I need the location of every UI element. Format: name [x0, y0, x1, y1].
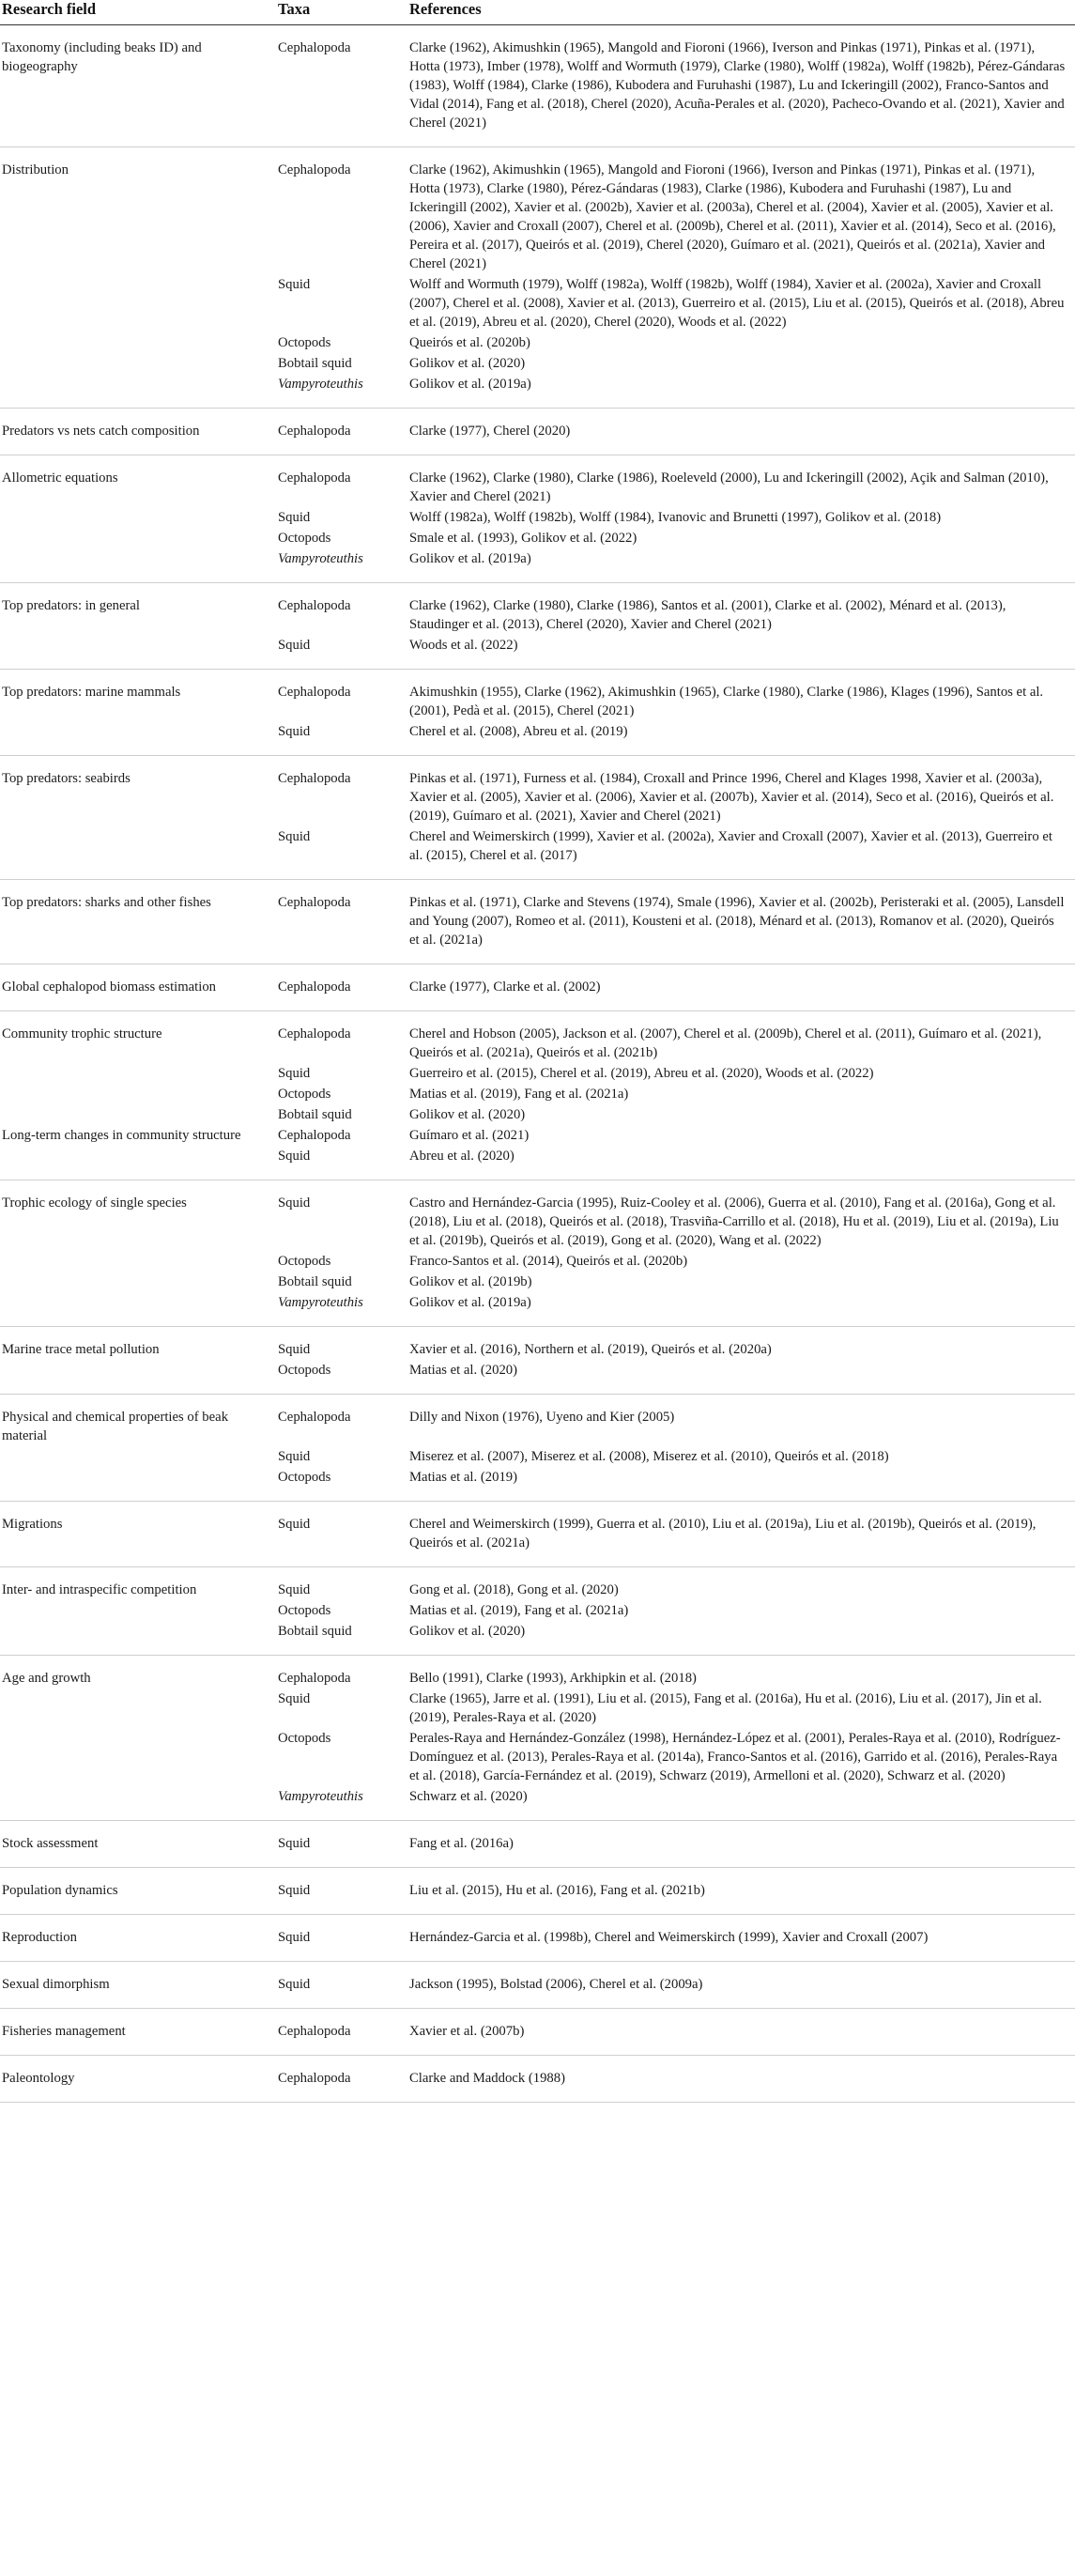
taxa-cell: Cephalopoda — [278, 1410, 351, 1425]
table-row — [0, 1011, 1075, 1063]
references-cell: Wolff (1982a), Wolff (1982b), Wolff (1984), Ivanovic and Brunetti (1997), Golikov et al. (2018) — [409, 510, 942, 525]
research-field-cell: Physical and chemical properties of beak material — [2, 1410, 229, 1443]
research-field-cell: Allometric equations — [2, 470, 118, 486]
table-row — [0, 1445, 1075, 1466]
references-cell: Matias et al. (2020) — [407, 1359, 1075, 1395]
references-cell: Clarke (1962), Clarke (1980), Clarke (1986), Roeleveld (2000), Lu and Ickeringill (2002), Açik and Salman (2010), Xavier and Cherel (2021) — [409, 470, 1049, 504]
research-field-cell — [0, 273, 276, 332]
taxa-cell: Cephalopoda — [276, 880, 407, 964]
references-cell: Clarke (1977), Cherel (2020) — [407, 409, 1075, 455]
research-field-cell — [0, 1103, 276, 1124]
taxa-cell: Cephalopoda — [278, 1671, 351, 1686]
references-cell: Perales-Raya and Hernández-González (1998), Hernández-López et al. (2001), Perales-Raya et al. (2010), Rodríguez-Domínguez et al. (2013), Perales-Raya et al. (2014a), Franco-Santos et al. (2016), Garrido et al. (2016), Perales-Raya et al. (2018), García-Fernández et al. (2019), Schwarz (2019), Armelloni et al. (2020), Schwarz et al. (2020) — [409, 1731, 1061, 1783]
taxa-cell: Cephalopoda — [276, 2056, 407, 2103]
references-cell: Dilly and Nixon (1976), Uyeno and Kier (2005) — [409, 1410, 675, 1425]
taxa-cell: Squid — [278, 1449, 311, 1464]
taxa-cell: Squid — [278, 510, 311, 525]
table-row — [0, 506, 1075, 527]
taxa-cell: Squid — [278, 1691, 311, 1706]
references-cell: Akimushkin (1955), Clarke (1962), Akimushkin (1965), Clarke (1980), Clarke (1986), Klages (1996), Santos et al. (2001), Pedà et al. (2015), Cherel (2021) — [409, 685, 1044, 718]
research-field-cell: Paleontology — [0, 2056, 276, 2103]
table-row — [0, 527, 1075, 548]
references-cell: Abreu et al. (2020) — [407, 1145, 1075, 1180]
references-cell: Wolff and Wormuth (1979), Wolff (1982a), Wolff (1982b), Wolff (1984), Xavier et al. (2002a), Xavier and Croxall (2007), Cherel et al. (2008), Xavier et al. (2013), Guerreiro et al. (2015), Liu et al. (2015), Queirós et al. (2018), Abreu et al. (2019), Abreu et al. (2020), Cherel (2020), Woods et al. (2022) — [409, 277, 1065, 330]
research-field-cell: Top predators: marine mammals — [2, 685, 181, 700]
taxa-cell: Vampyroteuthis — [276, 1785, 407, 1821]
references-cell: Pinkas et al. (1971), Clarke and Stevens (1974), Smale (1996), Xavier et al. (2002b), Peristeraki et al. (2005), Lansdell and Young (2007), Romeo et al. (2011), Kousteni et al. (2018), Ménard et al. (2013), Romanov et al. (2020), Queirós et al. (2021a) — [407, 880, 1075, 964]
taxa-cell: Cephalopoda — [276, 409, 407, 455]
taxa-cell: Squid — [276, 1915, 407, 1962]
table-row — [0, 1250, 1075, 1271]
references-cell: Clarke (1962), Akimushkin (1965), Mangold and Fioroni (1966), Iverson and Pinkas (1971), Pinkas et al. (1971), Hotta (1973), Clarke (1980), Pérez-Gándaras (1983), Clarke (1986), Kubodera and Furuhashi (1987), Lu and Ickeringill (2002), Xavier et al. (2002b), Xavier et al. (2003a), Cherel et al. (2004), Xavier et al. (2005), Xavier et al. (2006), Xavier and Croxall (2007), Cherel et al. (2009b), Cherel et al. (2011), Xavier et al. (2014), Seco et al. (2016), Pereira et al. (2017), Queirós et al. (2019), Cherel (2020), Guímaro et al. (2021), Queirós et al. (2021a), Xavier and Cherel (2021) — [409, 162, 1056, 271]
research-field-cell — [0, 352, 276, 373]
table-body — [0, 25, 1075, 2103]
references-cell: Golikov et al. (2020) — [409, 1107, 526, 1122]
table-row — [0, 756, 1075, 826]
header-row — [0, 0, 1075, 25]
taxa-cell: Squid — [276, 1502, 407, 1567]
research-field-cell: Inter- and intraspecific competition — [2, 1582, 197, 1597]
research-field-cell — [0, 1727, 276, 1785]
research-field-cell — [0, 1785, 276, 1821]
research-field-cell — [0, 1620, 276, 1656]
taxa-cell: Octopods — [278, 531, 331, 546]
table-row — [0, 583, 1075, 635]
table-row — [0, 1145, 1075, 1180]
taxa-cell: Cephalopoda — [276, 25, 407, 147]
references-cell: Fang et al. (2016a) — [407, 1821, 1075, 1868]
research-field-cell — [0, 1271, 276, 1291]
research-field-cell: Stock assessment — [0, 1821, 276, 1868]
research-field-cell: Predators vs nets catch composition — [0, 409, 276, 455]
table-row — [0, 455, 1075, 507]
taxa-cell: Cephalopoda — [278, 1128, 351, 1143]
taxa-cell: Squid — [276, 1145, 407, 1180]
taxa-cell: Squid — [276, 720, 407, 756]
research-field-cell — [0, 1062, 276, 1083]
research-field-cell — [0, 1250, 276, 1271]
references-cell: Cherel et al. (2008), Abreu et al. (2019) — [407, 720, 1075, 756]
table-row — [0, 1395, 1075, 1446]
table-row — [0, 964, 1075, 1011]
research-field-cell: Top predators: seabirds — [2, 771, 131, 786]
research-field-cell — [0, 1599, 276, 1620]
research-field-cell — [0, 720, 276, 756]
taxa-cell: Octopods — [276, 1466, 407, 1502]
research-field-cell — [0, 634, 276, 670]
research-field-cell — [0, 1083, 276, 1103]
research-field-cell: Global cephalopod biomass estimation — [0, 964, 276, 1011]
taxa-cell: Octopods — [278, 1254, 331, 1269]
taxa-cell: Squid — [278, 1582, 311, 1597]
table-row — [0, 1327, 1075, 1360]
taxa-cell: Cephalopoda — [278, 1026, 351, 1041]
research-field-cell — [0, 1466, 276, 1502]
research-field-cell: Marine trace metal pollution — [2, 1342, 160, 1357]
research-field-cell: Migrations — [0, 1502, 276, 1567]
table-row — [0, 880, 1075, 964]
taxa-cell: Octopods — [278, 335, 331, 350]
table-row — [0, 1727, 1075, 1785]
research-field-cell — [0, 1688, 276, 1727]
references-cell: Clarke (1977), Clarke et al. (2002) — [407, 964, 1075, 1011]
references-cell: Golikov et al. (2019a) — [407, 1291, 1075, 1327]
research-field-cell — [0, 527, 276, 548]
table-row — [0, 548, 1075, 583]
taxa-cell: Vampyroteuthis — [276, 1291, 407, 1327]
references-cell: Hernández-Garcia et al. (1998b), Cherel and Weimerskirch (1999), Xavier and Croxall (2007) — [407, 1915, 1075, 1962]
taxa-cell: Squid — [276, 825, 407, 880]
table-row — [0, 332, 1075, 352]
table-row — [0, 1656, 1075, 1689]
table-row — [0, 1124, 1075, 1145]
taxa-cell: Octopods — [278, 1603, 331, 1618]
research-field-cell — [0, 1145, 276, 1180]
table-row — [0, 1271, 1075, 1291]
table-row — [0, 1620, 1075, 1656]
references-cell: Gong et al. (2018), Gong et al. (2020) — [409, 1582, 619, 1597]
research-field-cell — [0, 332, 276, 352]
table-row — [0, 1291, 1075, 1327]
table-row — [0, 1466, 1075, 1502]
references-cell: Cherel and Weimerskirch (1999), Guerra et al. (2010), Liu et al. (2019a), Liu et al. (2019b), Queirós et al. (2019), Queirós et al. (2021a) — [407, 1502, 1075, 1567]
research-field-cell: Sexual dimorphism — [0, 1962, 276, 2009]
table-row — [0, 147, 1075, 274]
table-row — [0, 825, 1075, 880]
taxa-cell: Squid — [278, 277, 311, 292]
references-cell: Guerreiro et al. (2015), Cherel et al. (2019), Abreu et al. (2020), Woods et al. (2022) — [409, 1066, 874, 1081]
taxa-cell: Cephalopoda — [278, 598, 351, 613]
table-row — [0, 373, 1075, 409]
taxa-cell: Squid — [278, 1342, 311, 1357]
table-row — [0, 1688, 1075, 1727]
table-row — [0, 1785, 1075, 1821]
taxa-cell: Cephalopoda — [278, 162, 351, 177]
references-cell: Golikov et al. (2020) — [409, 356, 526, 371]
table-row — [0, 670, 1075, 721]
research-field-cell: Top predators: sharks and other fishes — [0, 880, 276, 964]
table-row — [0, 634, 1075, 670]
table-row — [0, 1103, 1075, 1124]
taxa-cell: Cephalopoda — [278, 685, 351, 700]
references-cell: Franco-Santos et al. (2014), Queirós et al. (2020b) — [409, 1254, 688, 1269]
taxa-cell: Squid — [276, 1962, 407, 2009]
references-cell: Cherel and Weimerskirch (1999), Xavier et al. (2002a), Xavier and Croxall (2007), Xavier et al. (2013), Guerreiro et al. (2015), Cherel et al. (2017) — [407, 825, 1075, 880]
references-cell: Cherel and Hobson (2005), Jackson et al. (2007), Cherel et al. (2009b), Cherel et al. (2011), Guímaro et al. (2021), Queirós et al. (2021a), Queirós et al. (2021b) — [409, 1026, 1042, 1060]
research-field-cell: Community trophic structure — [2, 1026, 162, 1041]
table-row — [0, 720, 1075, 756]
references-cell: Golikov et al. (2019a) — [407, 548, 1075, 583]
taxa-cell: Vampyroteuthis — [276, 373, 407, 409]
table-row — [0, 1083, 1075, 1103]
references-cell: Golikov et al. (2019a) — [407, 373, 1075, 409]
references-cell: Miserez et al. (2007), Miserez et al. (2008), Miserez et al. (2010), Queirós et al. (2018) — [409, 1449, 889, 1464]
taxa-cell: Octopods — [278, 1087, 331, 1102]
taxa-cell: Squid — [278, 1195, 311, 1211]
taxa-cell: Octopods — [278, 1731, 331, 1746]
references-cell: Guímaro et al. (2021) — [409, 1128, 530, 1143]
table-row — [0, 1962, 1075, 2009]
table-row — [0, 25, 1075, 147]
references-cell: Clarke and Maddock (1988) — [407, 2056, 1075, 2103]
research-field-cell: Distribution — [2, 162, 69, 177]
taxa-cell: Squid — [276, 1868, 407, 1915]
taxa-cell: Octopods — [276, 1359, 407, 1395]
header-taxa: Taxa — [276, 0, 407, 25]
references-cell: Bello (1991), Clarke (1993), Arkhipkin et al. (2018) — [409, 1671, 697, 1686]
table-row — [0, 1359, 1075, 1395]
table-row — [0, 1567, 1075, 1600]
research-field-cell: Age and growth — [2, 1671, 91, 1686]
references-cell: Xavier et al. (2016), Northern et al. (2019), Queirós et al. (2020a) — [409, 1342, 772, 1357]
header-references: References — [407, 0, 1075, 25]
research-field-cell: Population dynamics — [0, 1868, 276, 1915]
references-cell: Matias et al. (2019), Fang et al. (2021a) — [409, 1087, 629, 1102]
references-cell: Schwarz et al. (2020) — [407, 1785, 1075, 1821]
references-cell: Xavier et al. (2007b) — [407, 2009, 1075, 2056]
taxa-cell: Cephalopoda — [278, 470, 351, 486]
table-row — [0, 1062, 1075, 1083]
taxa-cell: Cephalopoda — [276, 2009, 407, 2056]
references-cell: Golikov et al. (2020) — [407, 1620, 1075, 1656]
references-cell: Liu et al. (2015), Hu et al. (2016), Fang et al. (2021b) — [407, 1868, 1075, 1915]
references-cell: Castro and Hernández-Garcia (1995), Ruiz-Cooley et al. (2006), Guerra et al. (2010), Fang et al. (2016a), Gong et al. (2018), Liu et al. (2018), Queirós et al. (2018), Trasviña-Carrillo et al. (2018), Hu et al. (2019), Liu et al. (2019a), Liu et al. (2019b), Queirós et al. (2019), Gong et al. (2020), Wang et al. (2022) — [409, 1195, 1059, 1248]
taxa-cell: Squid — [276, 634, 407, 670]
research-field-cell: Fisheries management — [0, 2009, 276, 2056]
references-cell: Matias et al. (2019), Fang et al. (2021a) — [409, 1603, 629, 1618]
references-cell: Clarke (1962), Akimushkin (1965), Mangold and Fioroni (1966), Iverson and Pinkas (1971), Pinkas et al. (1971), Hotta (1973), Imber (1978), Wolff and Wormuth (1979), Clarke (1980), Wolff (1982a), Wolff (1982b), Pérez-Gándaras (1983), Wolff (1984), Clarke (1986), Kubodera and Furuhashi (1987), Lu and Ickeringill (2002), Franco-Santos and Vidal (2014), Fang et al. (2018), Cherel (2020), Acuña-Perales et al. (2020), Pacheco-Ovando et al. (2021), Xavier and Cherel (2021) — [407, 25, 1075, 147]
research-field-cell — [0, 506, 276, 527]
table-row — [0, 1599, 1075, 1620]
research-field-cell: Top predators: in general — [2, 598, 141, 613]
taxa-cell: Cephalopoda — [276, 964, 407, 1011]
research-field-cell — [0, 1291, 276, 1327]
references-cell: Queirós et al. (2020b) — [409, 335, 530, 350]
references-cell: Clarke (1962), Clarke (1980), Clarke (1986), Santos et al. (2001), Clarke et al. (2002), Ménard et al. (2013), Staudinger et al. (2013), Cherel (2020), Xavier and Cherel (2021) — [409, 598, 1006, 632]
research-field-cell — [0, 373, 276, 409]
table-row — [0, 352, 1075, 373]
research-field-cell: Reproduction — [0, 1915, 276, 1962]
table-row — [0, 1821, 1075, 1868]
research-field-cell: Trophic ecology of single species — [2, 1195, 187, 1211]
references-cell: Jackson (1995), Bolstad (2006), Cherel et al. (2009a) — [407, 1962, 1075, 2009]
taxa-cell: Bobtail squid — [278, 356, 352, 371]
research-field-cell: Long-term changes in community structure — [2, 1128, 241, 1143]
references-cell: Woods et al. (2022) — [407, 634, 1075, 670]
taxa-cell: Bobtail squid — [278, 1274, 352, 1289]
research-field-cell — [0, 1445, 276, 1466]
table-row — [0, 1502, 1075, 1567]
references-cell: Matias et al. (2019) — [407, 1466, 1075, 1502]
references-cell: Golikov et al. (2019b) — [409, 1274, 532, 1289]
taxa-cell: Cephalopoda — [278, 771, 351, 786]
research-field-cell — [0, 548, 276, 583]
taxa-cell: Bobtail squid — [278, 1107, 352, 1122]
table-row — [0, 409, 1075, 455]
taxa-cell: Bobtail squid — [276, 1620, 407, 1656]
taxa-cell: Squid — [278, 1066, 311, 1081]
taxa-cell: Vampyroteuthis — [276, 548, 407, 583]
references-cell: Clarke (1965), Jarre et al. (1991), Liu et al. (2015), Fang et al. (2016a), Hu et al. (2016), Liu et al. (2017), Jin et al. (2019), Perales-Raya et al. (2020) — [409, 1691, 1042, 1725]
table-row — [0, 2056, 1075, 2103]
table-row — [0, 1915, 1075, 1962]
table-row — [0, 1868, 1075, 1915]
header-research-field: Research field — [0, 0, 276, 25]
research-field-cell — [0, 1359, 276, 1395]
table-row — [0, 1180, 1075, 1251]
table-row — [0, 2009, 1075, 2056]
table-row — [0, 273, 1075, 332]
research-field-cell: Taxonomy (including beaks ID) and biogeography — [0, 25, 276, 147]
taxa-cell: Squid — [276, 1821, 407, 1868]
references-cell: Smale et al. (1993), Golikov et al. (2022) — [409, 531, 637, 546]
references-cell: Pinkas et al. (1971), Furness et al. (1984), Croxall and Prince 1996, Cherel and Klages 1998, Xavier et al. (2003a), Xavier et al. (2005), Xavier et al. (2006), Xavier et al. (2007b), Xavier et al. (2014), Seco et al. (2016), Queirós et al. (2019), Guímaro et al. (2021), Xavier and Cherel (2021) — [409, 771, 1054, 824]
research-field-cell — [0, 825, 276, 880]
